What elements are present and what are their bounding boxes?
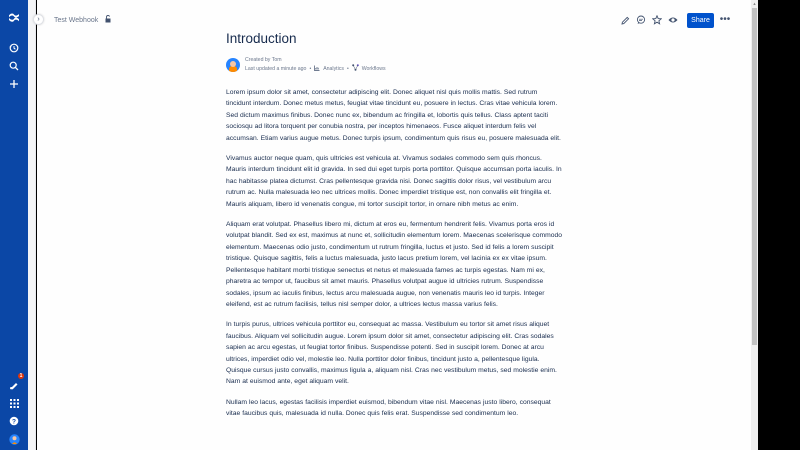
workflows-link[interactable]: Workflows — [361, 66, 386, 72]
recent-icon[interactable] — [4, 39, 24, 57]
page-content — [226, 30, 566, 429]
body-paragraph: Nullam leo lacus, egestas facilisis imperdiet euismod, bibendum vitae nisl. Maecenas justo libero, consequat vitae faucibus quis, malesuada id nulla. Donec quis felis erat. Suspendisse sed condimentum leo. — [226, 398, 551, 418]
watch-icon[interactable] — [665, 12, 681, 28]
author-avatar[interactable] — [226, 58, 240, 72]
scroll-up-arrow-icon[interactable]: ▲ — [752, 1, 757, 6]
star-icon[interactable] — [649, 12, 665, 28]
body-paragraph: In turpis purus, ultrices vehicula porttitor eu, consequat ac massa. Vestibulum eu tortor sit amet risus aliquet faucibus. Aliquam vel sollicitudin augue. Lorem ipsum dolor sit amet, consectetur adipiscing elit. Cras sodales sapien ac arcu egestas, ut feugiat tortor finibus. Suspendisse potenti. Sed in suscipit lorem. Donec at arcu ultrices, imperdiet odio vel, molestie leo. Nulla porttitor dolor finibus, tincidunt justo a, pellentesque ligula. Quisque cursus justo convallis, maximus ligula a, aliquam nisl. Cras nec vestibulum metus, sed molestie enim. Nam at euismod ante, eget aliquam velit. — [226, 321, 557, 386]
comment-icon[interactable] — [633, 12, 649, 28]
separator-dot: • — [309, 66, 312, 72]
notification-badge: 1 — [19, 373, 23, 379]
separator-dot: • — [346, 66, 349, 72]
workflows-icon — [352, 64, 359, 74]
app-switcher-icon[interactable] — [4, 394, 24, 412]
confluence-logo-icon[interactable] — [4, 9, 24, 27]
page-title: Introduction — [226, 31, 297, 46]
page-main — [37, 0, 751, 450]
notifications-icon[interactable] — [4, 373, 24, 394]
global-sidebar — [0, 0, 28, 450]
analytics-icon — [314, 65, 320, 74]
chevron-right-icon: › — [37, 16, 40, 23]
expand-sidebar-button[interactable] — [33, 14, 44, 25]
body-paragraph: Aliquam erat volutpat. Phasellus libero mi, dictum at eros eu, fermentum hendrerit felis. Vivamus porta eros id volutpat blandit. Sed ex est, maximus at nunc et, sollicitudin elementum lorem. Maecenas scelerisque commodo elementum. Maecenas odio justo, condimentum ut rutrum fringilla, luctus et justo. Sed id felis a lorem suscipit tristique. Quisque sagittis, felis a luctus malesuada, justo lacus pretium lorem, vel lacinia ex ex vitae ipsum. Pellentesque habitant morbi tristique senectus et netus et malesuada fames ac turpis egestas. Nam mi ex, pharetra ac tempor ut, faucibus sit amet mauris. Phasellus volutpat augue id ultricies rutrum. Suspendisse sodales, ipsum ac iaculis finibus, lectus arcu malesuada augue, non venenatis mauris leo id turpis. Integer eleifend, est ac rutrum facilisis, tellus nisl semper dolor, a ultrices lectus massa varius felis. — [226, 221, 563, 308]
svg-text:?: ? — [12, 418, 16, 426]
analytics-link[interactable]: Analytics — [323, 66, 344, 72]
unlock-icon[interactable] — [104, 15, 112, 25]
edit-icon[interactable] — [617, 12, 633, 28]
offscreen-area — [758, 0, 800, 450]
body-paragraph: Vivamus auctor neque quam, quis ultricies est vehicula at. Vivamus sodales commodo sem quis rhoncus. Mauris interdum tincidunt elit id gravida. In sed dui eget turpis porta porttitor. Quisque accumsan porta iaculis. In hac habitasse platea dictumst. Cras pellentesque gravida nisi. Donec sagittis dolor risus, vel vestibulum arcu rutrum ac. Nulla malesuada leo nec ultrices mollis. Donec imperdiet tristique est, non convallis elit fringilla et. Mauris aliquam, libero id venenatis congue, mi tortor suscipit tortor, in ornare nibh metus ac enim. — [226, 155, 562, 208]
last-updated[interactable]: Last updated a minute ago — [245, 66, 307, 72]
page-byline — [226, 56, 566, 74]
scroll-thumb[interactable] — [752, 8, 757, 345]
page-actions — [617, 12, 731, 28]
help-icon[interactable] — [4, 412, 24, 430]
created-by[interactable]: Created by Tom — [245, 57, 282, 63]
create-icon[interactable] — [4, 75, 24, 93]
breadcrumb — [54, 15, 112, 25]
profile-avatar-icon[interactable] — [4, 430, 24, 448]
page-scrollbar[interactable] — [751, 0, 758, 450]
space-sidebar-collapsed — [28, 0, 36, 450]
search-icon[interactable] — [4, 57, 24, 75]
share-button[interactable]: Share — [687, 13, 714, 28]
body-paragraph: Lorem ipsum dolor sit amet, consectetur adipiscing elit. Donec aliquet nisl quis mollis mattis. Sed rutrum tincidunt interdum. Donec metus metus, feugiat vitae tincidunt eu, posuere in lectus. Cras vitae vehicula lorem. Sed dictum maximus finibus. Donec nunc ex, bibendum ac fringilla et, lobortis quis tellus. Class aptent taciti sociosqu ad litora torquent per conubia nostra, per inceptos himenaeos. Fusce aliquet interdum felis vel accumsan. Etiam varius augue metus. Donec turpis ipsum, condimentum quis risus eu, posuere malesuada elit. — [226, 89, 561, 142]
more-actions-button[interactable]: ••• — [719, 14, 731, 25]
breadcrumb-page-link[interactable]: Test Webhook — [54, 16, 99, 24]
